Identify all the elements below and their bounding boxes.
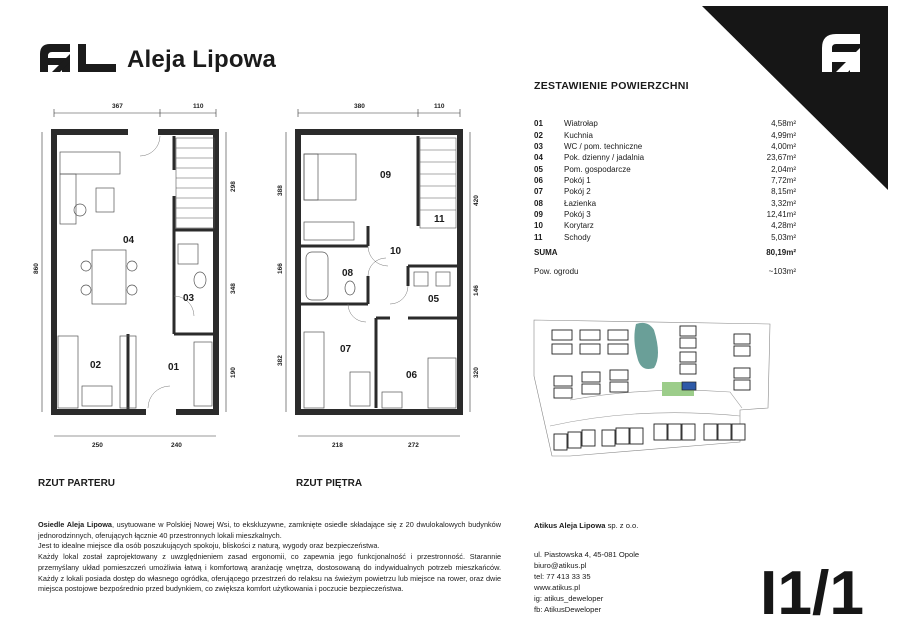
dim-left-bot: 382 <box>277 355 284 366</box>
room-name: Wiatrołap <box>564 119 598 129</box>
site-building <box>582 430 595 446</box>
room-number: 05 <box>534 164 543 174</box>
room-area: 3,32m² <box>771 198 796 208</box>
pond-icon <box>634 323 658 369</box>
dim-bottom-left: 218 <box>332 442 343 449</box>
garden-value: ~103m² <box>768 267 796 277</box>
room-label-07: 07 <box>340 344 352 355</box>
room-number: 07 <box>534 187 543 197</box>
room-name: Korytarz <box>564 221 594 231</box>
site-building <box>608 330 628 340</box>
dim-right-mid: 146 <box>473 285 480 296</box>
site-building <box>554 388 572 398</box>
room-number: 06 <box>534 175 543 185</box>
room-label-03: 03 <box>183 293 195 304</box>
area-table-row <box>534 163 796 174</box>
site-building <box>580 330 600 340</box>
dim-left: 860 <box>33 263 40 274</box>
dim-left-mid: 166 <box>277 263 284 274</box>
room-area: 4,58m² <box>771 119 796 129</box>
company-suffix: sp. z o.o. <box>605 521 639 530</box>
room-number: 09 <box>534 209 543 219</box>
site-building <box>552 344 572 354</box>
room-number: 08 <box>534 198 543 208</box>
al-logo-icon <box>38 42 118 72</box>
site-building <box>554 434 567 450</box>
room-label-01: 01 <box>168 362 180 373</box>
room-name: Pokój 1 <box>564 175 591 185</box>
room-name: WC / pom. techniczne <box>564 141 643 151</box>
room-label-04: 04 <box>123 235 135 246</box>
room-name: Pom. gospodarcze <box>564 164 631 174</box>
room-label-05: 05 <box>428 294 440 305</box>
total-value: 80,19m² <box>766 247 796 257</box>
contact-address: ul. Piastowska 4, 45-081 Opole <box>534 550 640 559</box>
site-building <box>668 424 681 440</box>
company-name: Atikus Aleja Lipowa <box>534 521 606 530</box>
summary-title: ZESTAWIENIE POWIERZCHNI <box>534 80 689 92</box>
garden-label: Pow. ogrodu <box>534 267 579 277</box>
room-area: 4,00m² <box>771 141 796 151</box>
dim-bottom-right: 240 <box>171 442 182 449</box>
ground-floor-label: RZUT PARTERU <box>38 478 116 489</box>
site-building <box>554 376 572 386</box>
room-label-09: 09 <box>380 170 392 181</box>
garden-row <box>534 266 796 277</box>
site-building <box>680 352 696 362</box>
site-building <box>580 344 600 354</box>
contact-email[interactable]: biuro@atikus.pl <box>534 561 587 570</box>
site-building <box>630 428 643 444</box>
total-row <box>534 247 796 258</box>
dim-right-bot: 190 <box>230 367 237 378</box>
room-name: Pokój 2 <box>564 187 591 197</box>
dim-right-top: 298 <box>230 181 237 192</box>
unit-code-text: I1/1 <box>760 559 864 628</box>
site-building <box>610 370 628 380</box>
room-label-11: 11 <box>434 214 445 225</box>
description-p3: Każdy lokal został zaprojektowany z uwzględnieniem zasad ergonomii, co zapewnia jego funkcjonalność i przestronność. Starannie przemyślany układ pomieszczeń umożliwia łatwą i komfortową aranżację wnętrza, dostosowaną do indywidualnych potrzeb mieszkańców. Każdy z lokali posiada dostęp do własnego ogródka, oferującego przestrzeń do relaksu na świeżym powietrzu lub miejsce na rower, oraz dwie miejsca postojowe bezpośrednio przed budynkiem, co zwiększa komfort użytkowania i poczucie bezpieczeństwa. <box>38 552 501 594</box>
contact-phone: tel: 77 413 33 35 <box>534 572 591 581</box>
area-table-row <box>534 220 796 231</box>
room-label-06: 06 <box>406 370 418 381</box>
room-number: 11 <box>534 232 543 242</box>
contact-ig[interactable]: ig: atikus_deweloper <box>534 594 604 603</box>
site-building <box>552 330 572 340</box>
room-area: 8,15m² <box>771 187 796 197</box>
site-building <box>718 424 731 440</box>
ground-floor-plan <box>28 96 237 456</box>
room-number: 04 <box>534 153 543 163</box>
room-name: Łazienka <box>564 198 597 208</box>
description-lead: , usytuowane w Polskiej Nowej Wsi, to ekskluzywne, zamknięte osiedle składające się z 20 dwulokalowych budynków jednorodzinnych, oferujących łącznie 40 przestronnych lokali mieszkalnych. <box>38 520 501 540</box>
room-area: 2,04m² <box>771 164 796 174</box>
dim-top-right: 110 <box>193 103 204 110</box>
site-building <box>734 380 750 390</box>
site-building <box>602 430 615 446</box>
area-table-row <box>534 186 796 197</box>
site-building <box>608 344 628 354</box>
contact-fb[interactable]: fb: AtikusDeweloper <box>534 605 602 614</box>
area-table-row <box>534 118 796 129</box>
dim-top-right: 110 <box>434 103 445 110</box>
site-building <box>582 384 600 394</box>
contact-block <box>534 520 639 615</box>
room-number: 02 <box>534 130 543 140</box>
upper-floor-label: RZUT PIĘTRA <box>296 478 363 489</box>
room-area: 7,72m² <box>771 175 796 185</box>
dim-bottom-right: 272 <box>408 442 419 449</box>
site-building <box>582 372 600 382</box>
dim-bottom-left: 250 <box>92 442 103 449</box>
site-building <box>654 424 667 440</box>
dim-right-mid: 348 <box>230 283 237 294</box>
area-table-row <box>534 175 796 186</box>
room-name: Pokój 3 <box>564 209 591 219</box>
site-building <box>680 338 696 348</box>
room-label-02: 02 <box>90 360 102 371</box>
room-name: Kuchnia <box>564 130 593 140</box>
brand-name: Aleja Lipowa <box>127 46 277 73</box>
dim-right-bot: 320 <box>473 367 480 378</box>
area-table-row <box>534 231 796 242</box>
description-lead-bold: Osiedle Aleja Lipowa <box>38 520 112 529</box>
site-building <box>732 424 745 440</box>
description-p2: Jest to idealne miejsce dla osób poszukujących spokoju, bliskości z naturą, wygody oraz bezpieczeństwa. <box>38 541 380 551</box>
site-building <box>680 326 696 336</box>
unit-code <box>760 559 868 628</box>
room-number: 10 <box>534 221 543 231</box>
room-label-08: 08 <box>342 268 354 279</box>
room-name: Schody <box>564 232 591 242</box>
site-building <box>610 382 628 392</box>
site-building <box>682 424 695 440</box>
dim-right-top: 420 <box>473 195 480 206</box>
contact-www[interactable]: www.atikus.pl <box>534 583 580 592</box>
area-table <box>534 118 796 277</box>
area-table-row <box>534 129 796 140</box>
site-building <box>616 428 629 444</box>
site-building <box>734 334 750 344</box>
room-name: Pok. dzienny / jadalnia <box>564 153 645 163</box>
dim-top-left: 380 <box>354 103 365 110</box>
room-area: 4,99m² <box>771 130 796 140</box>
description <box>38 520 501 595</box>
room-area: 12,41m² <box>766 209 796 219</box>
site-building <box>734 346 750 356</box>
total-label: SUMA <box>534 247 558 257</box>
highlighted-unit <box>682 382 696 390</box>
site-building <box>568 432 581 448</box>
room-label-10: 10 <box>390 246 402 257</box>
room-area: 5,03m² <box>771 232 796 242</box>
site-map <box>530 316 775 464</box>
area-table-row <box>534 141 796 152</box>
room-number: 03 <box>534 141 543 151</box>
room-number: 01 <box>534 119 543 129</box>
room-area: 23,67m² <box>766 153 796 163</box>
dim-left-top: 388 <box>277 185 284 196</box>
upper-floor-plan <box>268 96 483 456</box>
site-building <box>704 424 717 440</box>
dim-top-left: 367 <box>112 103 123 110</box>
room-area: 4,28m² <box>771 221 796 231</box>
site-building <box>734 368 750 378</box>
area-table-row <box>534 152 796 163</box>
site-building <box>680 364 696 374</box>
area-table-row <box>534 209 796 220</box>
area-table-row <box>534 197 796 208</box>
